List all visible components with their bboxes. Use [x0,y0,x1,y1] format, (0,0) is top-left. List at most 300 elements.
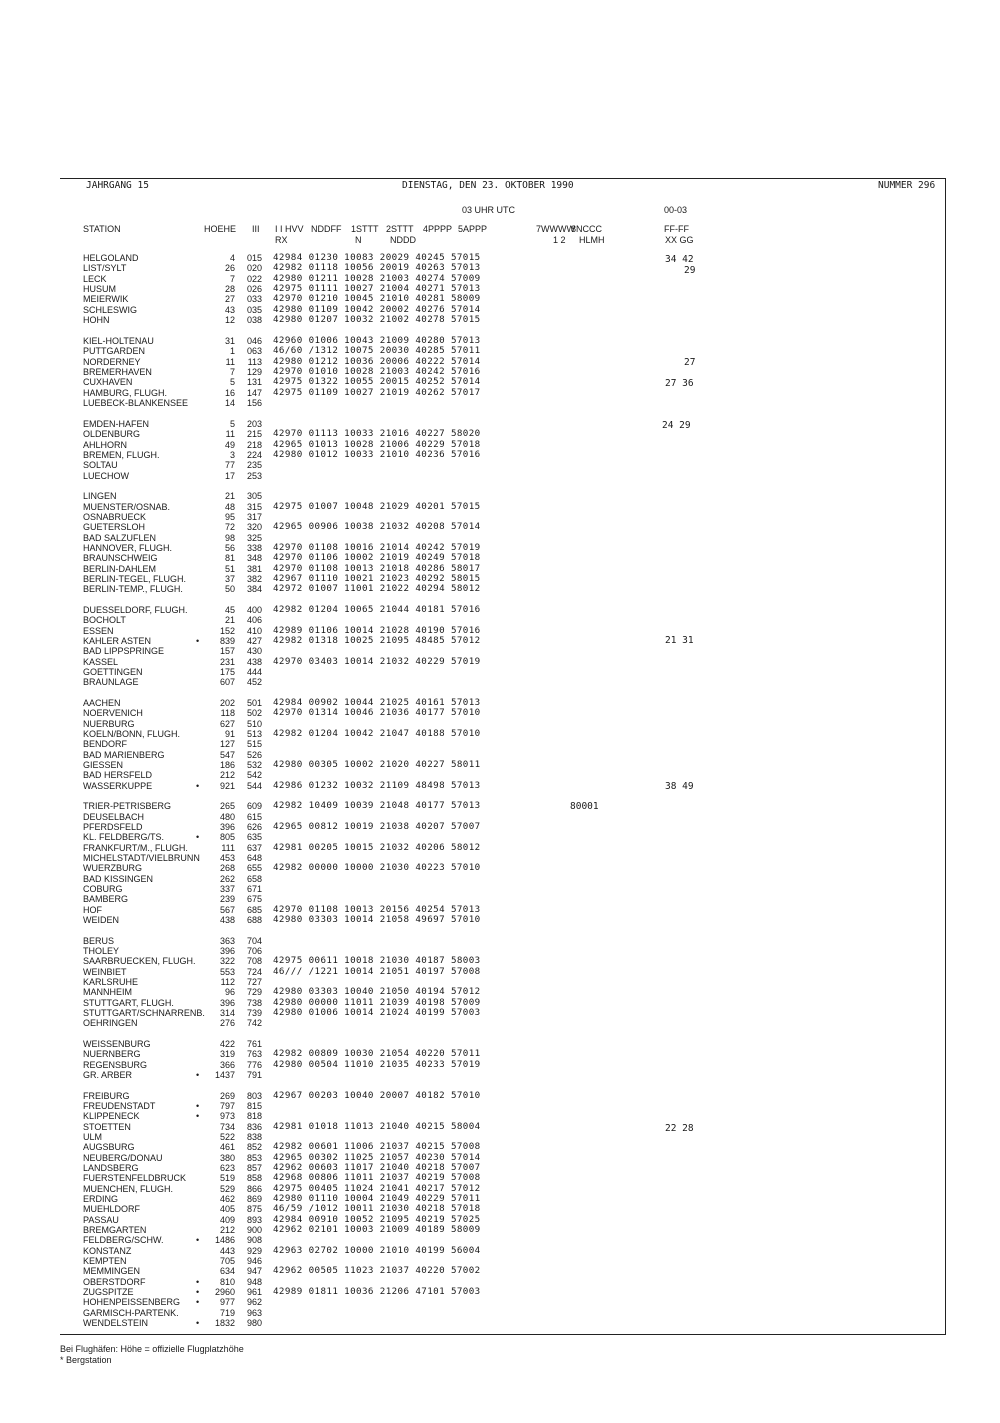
mountain-station-marker: • [196,1070,200,1080]
station-id: 962 [246,1297,262,1307]
station-height: 175 [219,667,235,677]
station-name: KOELN/BONN, FLUGH. [83,729,181,739]
station-name: STUTTGART/SCHNARRENB. [83,1008,205,1018]
station-height: 49 [224,440,235,450]
station-name: DEUSELBACH [83,812,145,822]
station-height: 363 [219,936,235,946]
station-height: 231 [219,657,235,667]
station-id: 410 [246,626,262,636]
station-name: LINGEN [83,491,117,501]
station-name: SAARBRUECKEN, FLUGH. [83,956,196,966]
station-name: OBERSTDORF [83,1277,146,1287]
station-name: BRAUNSCHWEIG [83,553,158,563]
station-name: HELGOLAND [83,253,139,263]
synop-groups: 42982 00601 11006 21037 40215 57008 [273,1141,481,1152]
station-height: 627 [219,719,235,729]
synop-groups: 42970 01010 10028 21003 40242 57016 [273,366,481,377]
station-height: 1832 [214,1318,235,1328]
station-name: TRIER-PETRISBERG [83,801,172,811]
station-name: FREIBURG [83,1091,130,1101]
station-name: WEINBIET [83,967,127,977]
synop-groups: 42970 01210 10045 21010 40281 58009 [273,293,481,304]
group2-header: NDDFF [311,224,342,234]
station-name: LECK [83,274,107,284]
synop-groups: 42984 00902 10044 21025 40161 57013 [273,697,481,708]
station-height: 2960 [214,1287,235,1297]
station-height: 17 [224,471,235,481]
group3-subheader: N [355,235,362,245]
synop-groups: 42965 00812 10019 21038 40207 57007 [273,821,481,832]
station-id: 738 [246,998,262,1008]
synop-groups: 42980 01110 10004 21049 40229 57011 [273,1193,481,1204]
station-height: 72 [224,522,235,532]
station-height: 409 [219,1215,235,1225]
synop-groups: 42980 03303 10040 21050 40194 57012 [273,986,481,997]
station-height: 276 [219,1018,235,1028]
station-id: 501 [246,698,262,708]
station-name: GOETTINGEN [83,667,143,677]
station-height: 443 [219,1246,235,1256]
station-height: 51 [224,564,235,574]
station-id: 430 [246,646,262,656]
station-height: 319 [219,1049,235,1059]
synop-groups: 42970 03403 10014 21032 40229 57019 [273,656,481,667]
station-name: ZUGSPITZE [83,1287,134,1297]
station-height: 91 [224,729,235,739]
station-height: 31 [224,336,235,346]
station-id: 836 [246,1122,262,1132]
station-name: LANDSBERG [83,1163,139,1173]
station-id: 338 [246,543,262,553]
synop-groups: 42975 00405 11024 21041 40217 57012 [273,1183,481,1194]
synop-groups: 42980 01211 10028 21003 40274 57009 [273,273,481,284]
side-value: 38 49 [665,781,694,792]
station-id: 427 [246,636,262,646]
station-id: 113 [247,357,262,367]
synop-groups: 42962 00603 11017 21040 40218 57007 [273,1162,481,1173]
station-name: NEUBERG/DONAU [83,1153,163,1163]
station-id: 929 [246,1246,262,1256]
station-id: 637 [246,843,262,853]
synop-groups: 42967 00203 10040 20007 40182 57010 [273,1090,481,1101]
station-height: 12 [224,315,235,325]
station-name: MUEHLDORF [83,1204,141,1214]
group1-header: I I HVV [275,224,304,234]
station-name: BOCHOLT [83,615,126,625]
station-height: 553 [219,967,235,977]
synop-groups: 42965 01013 10028 21006 40229 57018 [273,439,481,450]
synop-groups: 46/59 /1012 10011 21030 40218 57018 [273,1203,481,1214]
station-id: 544 [246,781,262,791]
station-height: 11 [225,357,235,367]
station-height: 1437 [214,1070,235,1080]
station-id: 900 [246,1225,262,1235]
station-id: 022 [246,274,262,284]
station-name: PFERDSFELD [83,822,143,832]
station-height: 462 [219,1194,235,1204]
station-height: 396 [219,998,235,1008]
station-id: 857 [246,1163,262,1173]
station-id: 224 [246,450,262,460]
synop-groups: 42982 01118 10056 20019 40263 57013 [273,262,481,273]
station-id: 815 [246,1101,262,1111]
station-height: 268 [219,863,235,873]
station-id: 381 [246,564,262,574]
station-height: 4 [229,253,235,263]
station-id: 020 [246,263,262,273]
synop-groups: 42967 01110 10021 21023 40292 58015 [273,573,481,584]
station-height: 5 [229,419,235,429]
station-name: KIEL-HOLTENAU [83,336,154,346]
volume-label: JAHRGANG 15 [86,180,149,191]
station-id: 866 [246,1184,262,1194]
station-id: 510 [246,719,262,729]
station-name: ERDING [83,1194,119,1204]
station-name: FREUDENSTADT [83,1101,156,1111]
station-id: 532 [246,760,262,770]
station-name: SOLTAU [83,460,118,470]
station-name: MANNHEIM [83,987,132,997]
station-name: AUGSBURG [83,1142,135,1152]
station-name: AHLHORN [83,440,128,450]
side-value: 29 [684,265,696,276]
station-height: 262 [219,874,235,884]
side-value: 27 36 [665,378,694,389]
table-top-rule [60,178,946,179]
station-id: 635 [246,832,262,842]
station-id: 838 [246,1132,262,1142]
station-name: BERLIN-TEGEL, FLUGH. [83,574,187,584]
station-id: 980 [246,1318,262,1328]
station-height: 396 [219,946,235,956]
synop-groups: 42970 01108 10013 20156 40254 57013 [273,904,481,915]
group7-subheader: 1 2 [553,235,566,245]
station-name: FUERSTENFELDBRUCK [83,1173,187,1183]
synop-groups: 42970 01314 10046 21036 40177 57010 [273,707,481,718]
station-name: GR. ARBER [83,1070,133,1080]
station-id: 131 [246,377,262,387]
station-height: 3 [229,450,235,460]
synop-groups: 42963 02702 10000 21010 40199 56004 [273,1245,481,1256]
station-id: 742 [246,1018,262,1028]
group9-header: FF-FF [664,224,689,234]
station-height: 810 [219,1277,235,1287]
synop-groups: 42980 00504 11010 21035 40233 57019 [273,1059,481,1070]
station-name: WUERZBURG [83,863,142,873]
station-id: 129 [246,367,262,377]
station-height: 567 [219,905,235,915]
station-height: 26 [224,263,235,273]
station-id: 615 [246,812,262,822]
synop-groups: 42965 00302 11025 21057 40230 57014 [273,1152,481,1163]
station-id: 853 [246,1153,262,1163]
station-height: 634 [219,1266,235,1276]
station-height: 921 [219,781,235,791]
station-height: 366 [219,1060,235,1070]
station-height: 50 [224,584,235,594]
station-name: BERLIN-DAHLEM [83,564,157,574]
group3-header: 1STTT [351,224,379,234]
station-height: 519 [219,1173,235,1183]
station-height: 21 [224,615,235,625]
station-name: ESSEN [83,626,114,636]
station-id: 658 [246,874,262,884]
side-value: 21 31 [665,635,694,646]
station-height: 607 [219,677,235,687]
group4-header: 2STTT [386,224,414,234]
station-height: 202 [219,698,235,708]
synop-groups: 42975 01111 10027 21004 40271 57013 [273,283,481,294]
station-name: AACHEN [83,698,121,708]
issue-number: NUMMER 296 [878,180,936,191]
mountain-station-marker: • [196,1101,200,1111]
station-id: 908 [246,1235,262,1245]
footnote-mountain-station: * Bergstation [60,1355,112,1365]
station-id: 317 [246,512,262,522]
station-name: LIST/SYLT [83,263,127,273]
station-height: 269 [219,1091,235,1101]
station-height: 422 [219,1039,235,1049]
station-id: 704 [246,936,262,946]
station-id: 947 [246,1266,262,1276]
station-id: 961 [246,1287,262,1297]
station-id: 803 [246,1091,262,1101]
station-name: BAD KISSINGEN [83,874,154,884]
station-name: HUSUM [83,284,116,294]
station-id: 513 [246,729,262,739]
station-id: 724 [246,967,262,977]
station-name: BAD HERSFELD [83,770,153,780]
station-id: 685 [246,905,262,915]
station-name: CUXHAVEN [83,377,133,387]
station-name: KASSEL [83,657,119,667]
station-height: 719 [219,1308,235,1318]
side-value: 80001 [570,801,599,812]
station-name: KLIPPENECK [83,1111,140,1121]
synop-groups: 42980 00305 10002 21020 40227 58011 [273,759,481,770]
station-id: 875 [246,1204,262,1214]
station-name: KONSTANZ [83,1246,132,1256]
station-id: 406 [246,615,262,625]
station-id: 063 [246,346,262,356]
synop-groups: 42982 00000 10000 21030 40223 57010 [273,862,481,873]
station-name: THOLEY [83,946,120,956]
station-id: 147 [246,388,262,398]
station-name: OLDENBURG [83,429,141,439]
station-id: 156 [246,398,262,408]
mountain-station-marker: • [196,1277,200,1287]
synop-groups: 42980 03303 10014 21058 49697 57010 [273,914,481,925]
station-name: STUTTGART, FLUGH. [83,998,174,1008]
synop-groups: 42986 01232 10032 21109 48498 57013 [273,780,481,791]
station-name: NUERBURG [83,719,135,729]
station-id: 348 [246,553,262,563]
station-height: 212 [219,770,235,780]
station-height: 734 [219,1122,235,1132]
station-height: 212 [219,1225,235,1235]
station-height: 529 [219,1184,235,1194]
mountain-station-marker: • [196,1111,200,1121]
synop-groups: 42980 01006 10014 21024 40199 57003 [273,1007,481,1018]
station-name: SCHLESWIG [83,305,138,315]
station-id: 320 [246,522,262,532]
station-id: 761 [246,1039,262,1049]
station-height: 112 [220,977,235,987]
side-value: 27 [684,357,696,368]
station-height: 27 [224,294,235,304]
station-name: MICHELSTADT/VIELBRUNN [83,853,200,863]
synop-groups: 42972 01007 11001 21022 40294 58012 [273,583,481,594]
station-height: 28 [224,284,235,294]
station-height: 37 [224,574,235,584]
station-name: MUENCHEN, FLUGH. [83,1184,174,1194]
station-height: 623 [219,1163,235,1173]
synop-groups: 42980 00000 11011 21039 40198 57009 [273,997,481,1008]
station-id: 763 [246,1049,262,1059]
station-id: 235 [246,460,262,470]
station-name: HOHN [83,315,110,325]
station-name: DUESSELDORF, FLUGH. [83,605,188,615]
synop-groups: 42980 01012 10033 21010 40236 57016 [273,449,481,460]
synop-groups: 42968 00806 11011 21037 40219 57008 [273,1172,481,1183]
station-height: 157 [219,646,235,656]
station-id: 858 [246,1173,262,1183]
station-name: FELDBERG/SCHW. [83,1235,164,1245]
station-name: BREMERHAVEN [83,367,152,377]
station-height: 81 [224,553,235,563]
station-name: BERLIN-TEMP., FLUGH. [83,584,183,594]
station-id: 818 [246,1111,262,1121]
synop-groups: 42975 00611 10018 21030 40187 58003 [273,955,481,966]
station-height: 5 [229,377,235,387]
station-id: 946 [246,1256,262,1266]
obs-time-heading: 03 UHR UTC [462,205,516,215]
synop-groups: 46/// /1221 10014 21051 40197 57008 [273,966,481,977]
table-right-rule [945,178,946,1334]
synop-groups: 42981 00205 10015 21032 40206 58012 [273,842,481,853]
station-id: 675 [246,894,262,904]
station-height: 152 [219,626,235,636]
station-name: WENDELSTEIN [83,1318,149,1328]
station-name: BRAUNLAGE [83,677,139,687]
report-date: DIENSTAG, DEN 23. OKTOBER 1990 [402,180,574,191]
station-height: 186 [219,760,235,770]
station-id: 609 [246,801,262,811]
synop-groups: 42980 01207 10032 21002 40278 57015 [273,314,481,325]
synop-groups: 42975 01007 10048 21029 40201 57015 [273,501,481,512]
synop-groups: 42960 01006 10043 21009 40280 57013 [273,335,481,346]
synop-groups: 42975 01322 10055 20015 40252 57014 [273,376,481,387]
group6-header: 5APPP [458,224,488,234]
station-id: 026 [246,284,262,294]
station-id: 033 [246,294,262,304]
synop-groups: 42980 01212 10036 20006 40222 57014 [273,356,481,367]
synop-groups: 42975 01109 10027 21019 40262 57017 [273,387,481,398]
station-name: BAD LIPPSPRINGE [83,646,165,656]
station-height: 1486 [214,1235,235,1245]
station-id-column-header: III [252,224,260,234]
station-height: 77 [224,460,235,470]
synop-groups: 42982 01318 10025 21095 48485 57012 [273,635,481,646]
mountain-station-marker: • [196,636,200,646]
station-height: 98 [224,533,235,543]
station-height: 1 [229,346,235,356]
synop-groups: 42981 01018 11013 21040 40215 58004 [273,1121,481,1132]
station-height: 7 [229,367,235,377]
station-height: 95 [224,512,235,522]
station-id: 729 [246,987,262,997]
station-name: GIESSEN [83,760,124,770]
station-height: 480 [219,812,235,822]
footnote-airport-height: Bei Flughäfen: Höhe = offizielle Flugplatzhöhe [60,1344,244,1354]
station-name: KL. FELDBERG/TS. [83,832,165,842]
group9-subheader: XX GG [665,235,694,245]
synop-groups: 42982 10409 10039 21048 40177 57013 [273,800,481,811]
station-id: 526 [246,750,262,760]
station-height: 48 [224,502,235,512]
table-bottom-rule [60,1334,946,1335]
station-name: WEISSENBURG [83,1039,151,1049]
station-height: 314 [219,1008,235,1018]
station-id: 315 [246,502,262,512]
station-id: 688 [246,915,262,925]
mountain-station-marker: • [196,832,200,842]
station-id: 438 [246,657,262,667]
station-height: 839 [219,636,235,646]
station-id: 218 [246,440,262,450]
station-column-header: STATION [83,224,121,234]
synop-groups: 42989 01811 10036 21206 47101 57003 [273,1286,481,1297]
group7-header: 7WWWW [536,224,575,234]
mountain-station-marker: • [196,1287,200,1297]
station-height: 337 [219,884,235,894]
mountain-station-marker: • [196,1318,200,1328]
station-id: 727 [246,977,262,987]
synop-groups: 42965 00906 10038 21032 40208 57014 [273,521,481,532]
station-height: 45 [224,605,235,615]
station-id: 452 [246,677,262,687]
mountain-station-marker: • [196,781,200,791]
side-value: 22 28 [665,1123,694,1134]
station-height: 118 [220,708,235,718]
station-name: NOERVENICH [83,708,143,718]
synop-groups: 46/60 /1312 10075 20030 40285 57011 [273,345,481,356]
station-id: 444 [246,667,262,677]
station-height: 322 [219,956,235,966]
station-height: 56 [224,543,235,553]
synop-groups: 42970 01113 10033 21016 40227 58020 [273,428,481,439]
station-name: OSNABRUECK [83,512,147,522]
station-height: 111 [221,843,235,853]
synop-groups: 42970 01108 10016 21014 40242 57019 [273,542,481,553]
station-name: BENDORF [83,739,128,749]
station-name: HANNOVER, FLUGH. [83,543,173,553]
station-height: 396 [219,822,235,832]
synop-groups: 42984 00910 10052 21095 40219 57025 [273,1214,481,1225]
station-name: HOF [83,905,102,915]
station-name: PASSAU [83,1215,119,1225]
station-id: 739 [246,1008,262,1018]
station-height: 805 [219,832,235,842]
synop-groups: 42982 00809 10030 21054 40220 57011 [273,1048,481,1059]
side-value: 34 42 [665,254,694,265]
station-height: 438 [219,915,235,925]
station-name: BAD MARIENBERG [83,750,165,760]
station-name: NORDERNEY [83,357,141,367]
station-id: 384 [246,584,262,594]
station-name: HOHENPEISSENBERG [83,1297,181,1307]
mountain-station-marker: • [196,1235,200,1245]
